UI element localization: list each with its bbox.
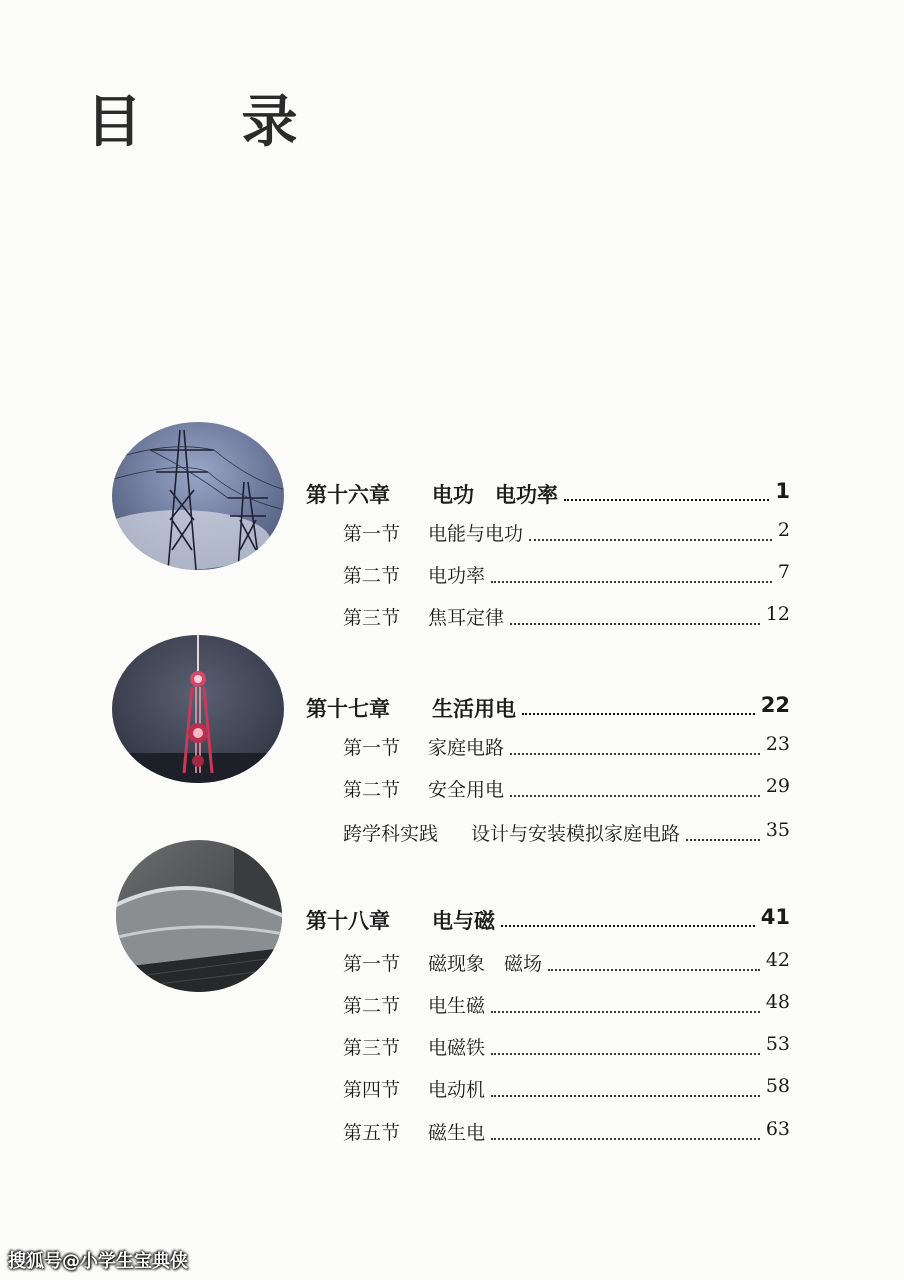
leader-dots xyxy=(529,539,772,541)
leader-dots xyxy=(510,795,760,797)
section-entry[interactable] xyxy=(0,603,904,635)
page-number: 35 xyxy=(765,819,790,841)
section-label: 第一节 xyxy=(343,523,401,545)
section-entry[interactable] xyxy=(0,949,904,981)
section-entry[interactable] xyxy=(0,561,904,593)
chapter-label: 第十八章 xyxy=(306,909,390,933)
section-label: 第二节 xyxy=(343,779,401,801)
section-entry[interactable] xyxy=(0,733,904,765)
chapter-entry[interactable] xyxy=(0,479,904,511)
watermark: 搜狐号@小学生宝典侠 xyxy=(8,1251,188,1272)
page-number: 29 xyxy=(765,775,790,797)
section-entry[interactable] xyxy=(0,1118,904,1150)
page-number: 41 xyxy=(760,905,790,929)
chapter-title: 电与磁 xyxy=(432,909,495,933)
leader-dots xyxy=(501,925,755,927)
page-number: 22 xyxy=(760,693,790,717)
section-label: 第三节 xyxy=(343,607,401,629)
leader-dots xyxy=(510,623,760,625)
section-title: 磁现象 磁场 xyxy=(428,953,543,975)
section-entry[interactable] xyxy=(0,1075,904,1107)
leader-dots xyxy=(548,969,760,971)
section-title: 电功率 xyxy=(428,565,486,587)
section-label: 第二节 xyxy=(343,565,401,587)
page-number: 23 xyxy=(765,733,790,755)
leader-dots xyxy=(491,1138,760,1140)
leader-dots xyxy=(686,839,760,841)
section-entry[interactable] xyxy=(0,519,904,551)
page-number: 48 xyxy=(765,991,790,1013)
section-label: 第五节 xyxy=(343,1122,401,1144)
page-number: 1 xyxy=(775,479,790,503)
leader-dots xyxy=(510,753,760,755)
section-title: 设计与安装模拟家庭电路 xyxy=(471,823,681,845)
section-title: 安全用电 xyxy=(428,779,505,801)
page-number: 2 xyxy=(777,519,790,541)
page-title: 目 录 xyxy=(86,90,338,155)
section-title: 家庭电路 xyxy=(428,737,505,759)
leader-dots xyxy=(491,1053,760,1055)
leader-dots xyxy=(491,581,772,583)
section-label: 第一节 xyxy=(343,737,401,759)
section-entry[interactable] xyxy=(0,991,904,1023)
page-number: 58 xyxy=(765,1075,790,1097)
leader-dots xyxy=(564,499,769,501)
section-title: 电能与电功 xyxy=(428,523,524,545)
section-label: 第二节 xyxy=(343,995,401,1017)
section-title: 电动机 xyxy=(428,1079,486,1101)
section-label: 跨学科实践 xyxy=(343,823,439,845)
page-number: 63 xyxy=(765,1118,790,1140)
page-number: 12 xyxy=(765,603,790,625)
chapter-label: 第十六章 xyxy=(306,483,390,507)
section-title: 电磁铁 xyxy=(428,1037,486,1059)
section-title: 磁生电 xyxy=(428,1122,486,1144)
section-title: 焦耳定律 xyxy=(428,607,505,629)
section-label: 第三节 xyxy=(343,1037,401,1059)
chapter-title: 电功 电功率 xyxy=(432,483,558,507)
page-number: 53 xyxy=(765,1033,790,1055)
section-label: 第四节 xyxy=(343,1079,401,1101)
section-entry[interactable] xyxy=(0,1033,904,1065)
page-number: 42 xyxy=(765,949,790,971)
section-label: 第一节 xyxy=(343,953,401,975)
page-number: 7 xyxy=(777,561,790,583)
leader-dots xyxy=(491,1011,760,1013)
chapter-title: 生活用电 xyxy=(432,697,516,721)
section-title: 电生磁 xyxy=(428,995,486,1017)
chapter-label: 第十七章 xyxy=(306,697,390,721)
chapter-entry[interactable] xyxy=(0,905,904,937)
section-entry[interactable] xyxy=(0,775,904,807)
leader-dots xyxy=(491,1095,760,1097)
leader-dots xyxy=(522,713,755,715)
section-entry[interactable] xyxy=(0,819,904,851)
chapter-entry[interactable] xyxy=(0,693,904,725)
